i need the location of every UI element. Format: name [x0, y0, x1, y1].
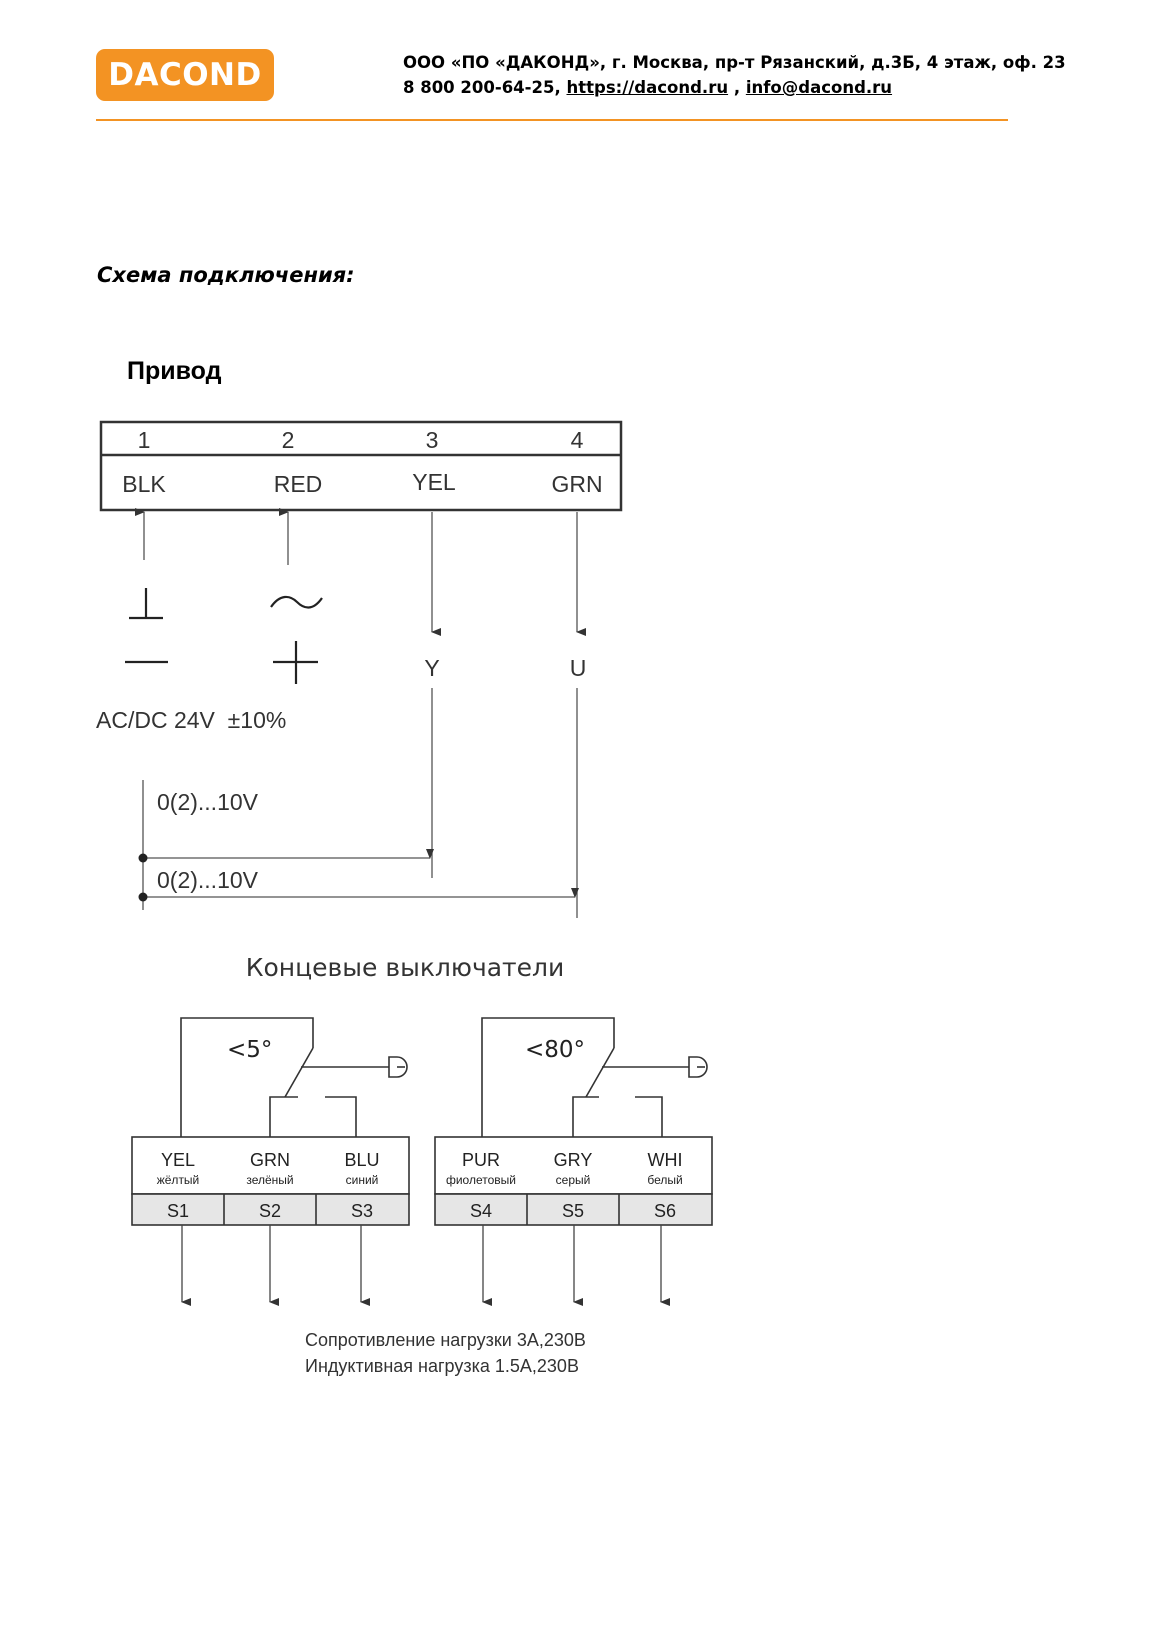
plus-icon: [273, 641, 318, 684]
limit-switches-title: Концевые выключатели: [245, 953, 565, 982]
wire-code-grn: GRN: [250, 1150, 290, 1170]
wire-code-whi: WHI: [647, 1150, 683, 1170]
wire-name-yel: жёлтый: [156, 1173, 200, 1187]
load-inductive-label: Индуктивная нагрузка 1.5А,230В: [305, 1356, 579, 1376]
wire-name-pur: фиолетовый: [445, 1173, 517, 1187]
terminal-number-3: 3: [425, 427, 439, 453]
terminal-s5: S5: [561, 1201, 585, 1221]
terminal-number-2: 2: [281, 427, 295, 453]
output-signal-label: 0(2)...10V: [157, 867, 258, 893]
signal-y-label: Y: [424, 655, 440, 681]
wire-code-yel: YEL: [160, 1150, 196, 1170]
website-link[interactable]: https://dacond.ru: [566, 78, 729, 97]
terminal-s3: S3: [350, 1201, 374, 1221]
wire-code-gry: GRY: [553, 1150, 593, 1170]
company-address: ООО «ПО «ДАКОНД», г. Москва, пр-т Рязанский, д.3Б, 4 этаж, оф. 23: [403, 53, 1066, 72]
wire-name-gry: серый: [555, 1173, 591, 1187]
switch-2-angle: <80°: [525, 1037, 586, 1063]
terminal-s4: S4: [469, 1201, 493, 1221]
limit-switch-2: [482, 1018, 707, 1137]
junction-dot: [139, 854, 148, 863]
ac-sine-icon: [271, 597, 322, 608]
wire-name-grn: зелёный: [246, 1173, 294, 1187]
wire-name-whi: белый: [647, 1173, 683, 1187]
terminal-wire-blk: BLK: [122, 471, 166, 497]
switch-output-leads: [182, 1225, 661, 1302]
terminal-s6: S6: [653, 1201, 677, 1221]
terminal-wire-red: RED: [273, 471, 323, 497]
supply-voltage-label: AC/DC 24V ±10%: [96, 707, 287, 733]
terminal-number-4: 4: [570, 427, 584, 453]
terminal-s2: S2: [258, 1201, 282, 1221]
switch-1-angle: <5°: [227, 1037, 273, 1063]
wire-code-blu: BLU: [344, 1150, 380, 1170]
load-resistive-label: Сопротивление нагрузки 3А,230В: [305, 1330, 586, 1350]
wire-name-blu: синий: [345, 1173, 379, 1187]
signal-u-label: U: [569, 655, 587, 681]
logo-text: DACOND: [108, 57, 262, 93]
section-title: Схема подключения:: [97, 263, 355, 287]
terminal-number-1: 1: [137, 427, 151, 453]
input-signal-label: 0(2)...10V: [157, 789, 258, 815]
contact-separator: ,: [728, 78, 746, 97]
drive-terminal-block: [101, 422, 621, 510]
terminal-s1: S1: [166, 1201, 190, 1221]
email-link[interactable]: info@dacond.ru: [745, 78, 893, 97]
terminal-wire-grn: GRN: [551, 471, 603, 497]
company-phone: 8 800 200-64-25,: [403, 78, 567, 97]
limit-switch-1: [181, 1018, 407, 1137]
drive-title: Привод: [127, 357, 222, 385]
wire-code-pur: PUR: [461, 1150, 501, 1170]
ground-icon: [129, 588, 163, 618]
terminal-wire-yel: YEL: [412, 469, 456, 495]
junction-dot: [139, 893, 148, 902]
